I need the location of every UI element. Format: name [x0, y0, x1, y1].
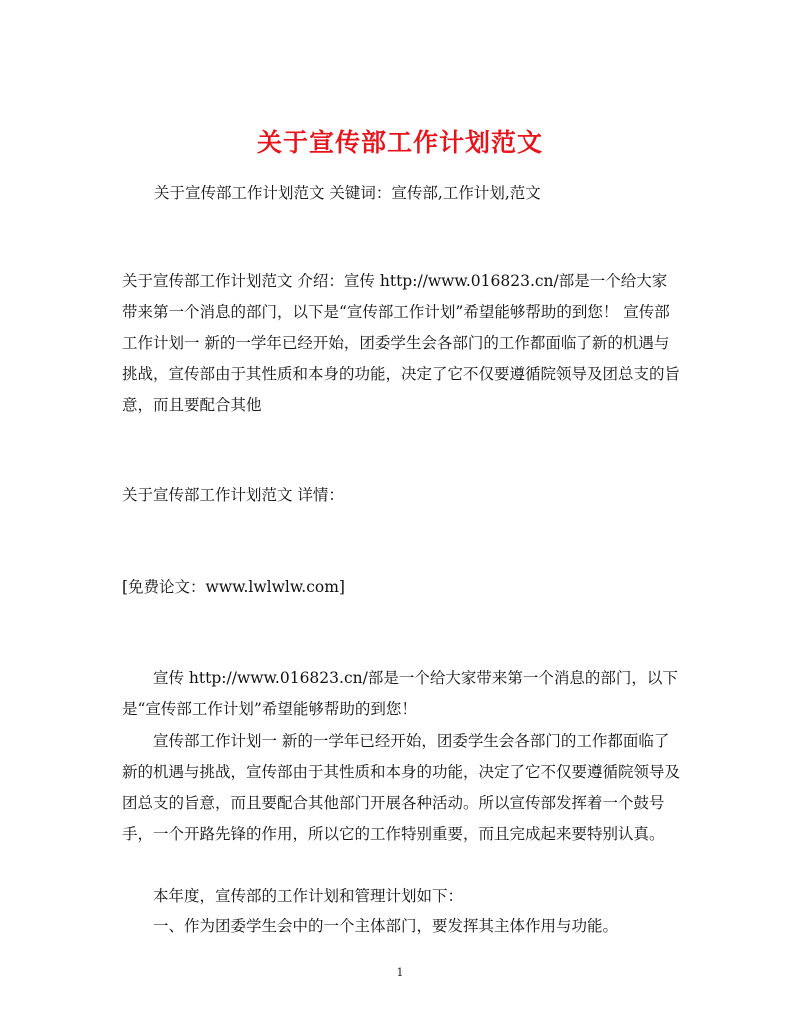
intro-paragraph: 关于宣传部工作计划范文 介绍：宣传 http://www.016823.cn/部是一个给大家带来第一个消息的部门，以下是“宣传部工作计划”希望能够帮助的到您！ 宣传部工作计划一 新的一学年已经开始，团委学生会各部门的工作都面临了新的机遇与挑战，宣传部由于其性质和本身的功能，决定了它不仅要遵循院领导及团总支的旨意，而且要配合其他	[122, 272, 681, 414]
body-paragraph-1: 宣传 http://www.016823.cn/部是一个给大家带来第一个消息的部门，以下是“宣传部工作计划”希望能够帮助的到您！	[122, 669, 678, 718]
body-paragraph-2: 宣传部工作计划一 新的一学年已经开始，团委学生会各部门的工作都面临了新的机遇与挑战，宣传部由于其性质和本身的功能，决定了它不仅要遵循院领导及团总支的旨意，而且要配合其他部门开展各种活动。所以宣传部发挥着一个鼓号手，一个开路先锋的作用，所以它的工作特别重要，而且完成起来要特别认真。	[122, 732, 681, 843]
page-number: 1	[396, 966, 404, 979]
body-paragraph-3: 本年度，宣传部的工作计划和管理计划如下：	[153, 887, 464, 905]
keywords-line: 关于宣传部工作计划范文 关键词：宣传部,工作计划,范文	[154, 184, 541, 202]
document-title: 关于宣传部工作计划范文	[256, 127, 543, 157]
source-line: [免费论文：www.lwlwlw.com]	[122, 578, 345, 596]
details-line: 关于宣传部工作计划范文 详情：	[122, 486, 344, 504]
body-paragraph-4: 一、作为团委学生会中的一个主体部门，要发挥其主体作用与功能。	[153, 917, 619, 935]
